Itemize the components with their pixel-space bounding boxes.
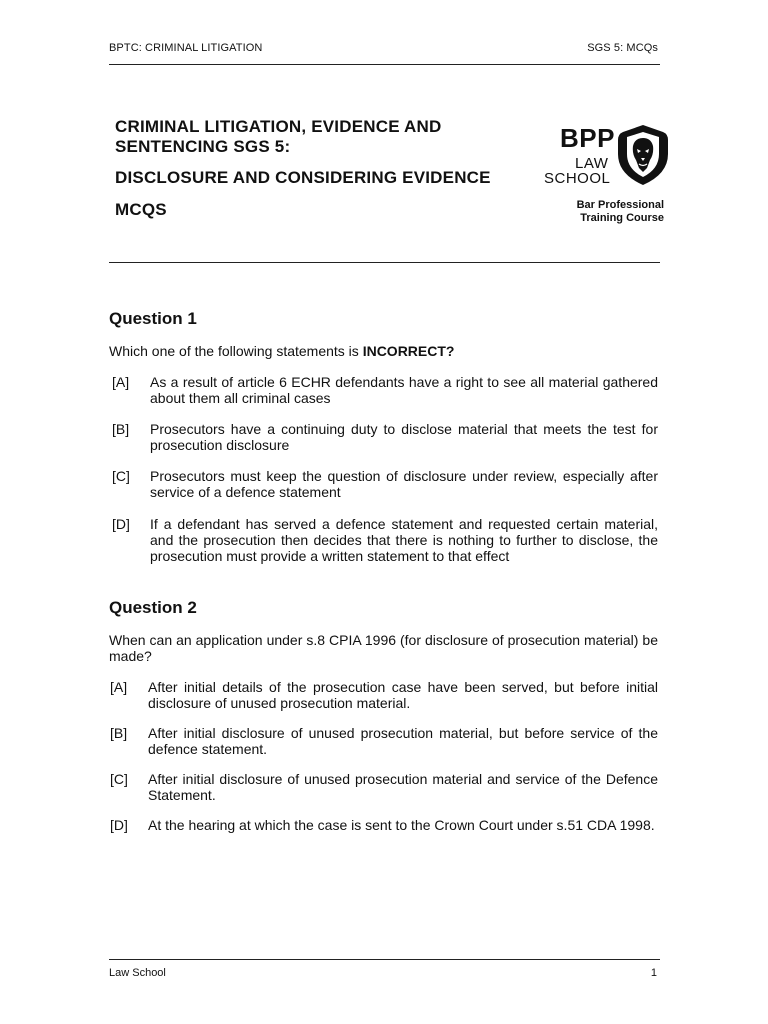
title-rule — [109, 262, 660, 263]
running-header-left: BPTC: CRIMINAL LITIGATION — [109, 42, 263, 54]
q1-option-b-text: Prosecutors have a continuing duty to disclose material that meets the test for prosecution disclosure — [150, 421, 658, 453]
title-line-1: CRIMINAL LITIGATION, EVIDENCE AND — [115, 117, 442, 136]
running-header-right: SGS 5: MCQs — [587, 42, 658, 54]
footer-left: Law School — [109, 967, 166, 979]
q2-option-d-text: At the hearing at which the case is sent to the Crown Court under s.51 CDA 1998. — [148, 817, 655, 833]
question-1-stem-text: Which one of the following statements is — [109, 343, 363, 359]
lion-shield-icon — [617, 124, 669, 186]
title-line-2: SENTENCING SGS 5: — [115, 137, 291, 156]
question-1-stem-emphasis: INCORRECT? — [362, 343, 455, 359]
logo-law: LAW — [575, 155, 609, 172]
q1-option-a-text: As a result of article 6 ECHR defendants have a right to see all material gathered about them all criminal cases — [150, 374, 658, 406]
q2-option-b-text: After initial disclosure of unused prosecution material, but before service of the defence statement. — [148, 725, 658, 757]
q2-option-c-text: After initial disclosure of unused prosecution material and service of the Defence Statement. — [148, 771, 658, 803]
header-rule — [109, 64, 660, 65]
question-1-stem — [109, 343, 658, 359]
question-2-heading: Question 2 — [109, 598, 197, 617]
q1-option-a-label: [A] — [112, 374, 130, 390]
title-line-4: MCQS — [115, 200, 167, 219]
q1-option-d-label: [D] — [112, 516, 130, 532]
q2-option-c-label: [C] — [110, 771, 128, 787]
logo-subtitle-1: Bar Professional — [576, 199, 664, 211]
q1-option-b-label: [B] — [112, 421, 130, 437]
logo-school: SCHOOL — [544, 170, 611, 187]
q2-option-b-label: [B] — [110, 725, 128, 741]
title-line-3: DISCLOSURE AND CONSIDERING EVIDENCE — [115, 168, 491, 187]
q1-option-c-text: Prosecutors must keep the question of disclosure under review, especially after service of a defence statement — [150, 468, 658, 500]
logo-brand: BPP — [560, 123, 615, 153]
q2-option-d-label: [D] — [110, 817, 128, 833]
q2-option-a-text: After initial details of the prosecution case have been served, but before initial disclosure of unused prosecution material. — [148, 679, 658, 711]
question-1-heading: Question 1 — [109, 309, 197, 328]
question-2-stem: When can an application under s.8 CPIA 1996 (for disclosure of prosecution material) be made? — [109, 632, 658, 664]
footer-rule — [109, 959, 660, 960]
q1-option-c-label: [C] — [112, 468, 130, 484]
q1-option-d-text: If a defendant has served a defence statement and requested certain material, and the prosecution then decides that there is nothing to further to disclose, the prosecution must provide a written statement to that effect — [150, 516, 658, 564]
page-number: 1 — [650, 967, 657, 979]
logo-subtitle-2: Training Course — [580, 212, 664, 224]
q2-option-a-label: [A] — [110, 679, 128, 695]
